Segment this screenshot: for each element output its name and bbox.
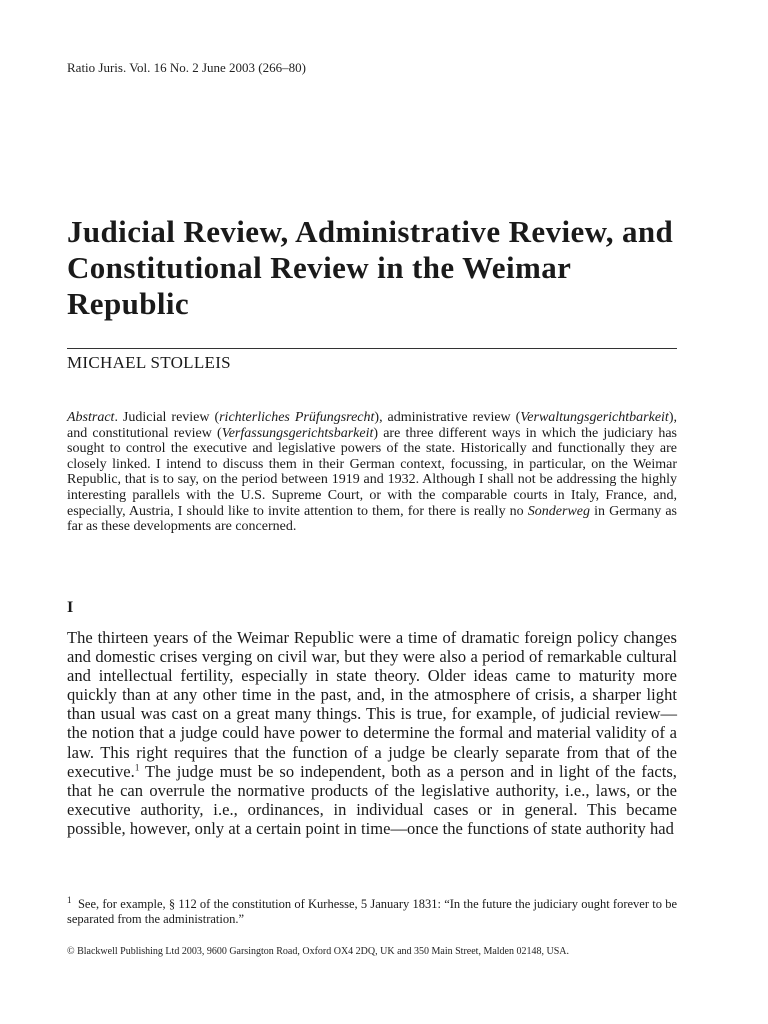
body-paragraph: [67, 628, 677, 838]
paper-page: [67, 0, 677, 1024]
abstract-text: ), administrative review (: [374, 410, 521, 425]
abstract-label: Abstract: [67, 410, 115, 425]
journal-reference: Ratio Juris. Vol. 16 No. 2 June 2003 (266–80): [67, 60, 306, 75]
footnote-reference[interactable]: 1: [134, 762, 140, 773]
author-divider: [67, 348, 677, 349]
abstract-text: in Germany as far as these developments are concerned.: [67, 503, 677, 535]
abstract-term: richterliches Prüfungsrecht: [219, 410, 375, 425]
footnote-text: See, for example, § 112 of the constitution of Kurhesse, 5 January 1831: “In the future the judiciary ought forever to be separated from the administration.”: [67, 897, 677, 926]
abstract: [67, 410, 677, 535]
footnote-number: 1: [67, 894, 72, 905]
section-heading: I: [67, 599, 74, 616]
article-title: Judicial Review, Administrative Review, and Constitutional Review in the Weimar Republic: [67, 214, 674, 321]
body-text: The thirteen years of the Weimar Republic were a time of dramatic foreign policy changes and domestic crises verging on civil war, but they were also a period of remarkable cultural and intellectual fertility, especially in state theory. Older ideas came to maturity more quickly than at any other time in the past, and, in the atmosphere of crisis, a sharper light than usual was cast on a great many things. This is true, for example, of judicial review—the notion that a judge could have power to determine the formal and material validity of a law. This right requires that the function of a judge be clearly separate from that of the executive.: [67, 628, 677, 781]
abstract-term: Verfassungsgerichtsbarkeit: [221, 425, 374, 441]
copyright-notice: © Blackwell Publishing Ltd 2003, 9600 Garsington Road, Oxford OX4 2DQ, UK and 350 Main Street, Malden 02148, USA.: [67, 946, 569, 957]
footnote: [67, 894, 677, 927]
abstract-term: Verwaltungsgerichtbarkeit: [520, 410, 669, 425]
abstract-text: ), and constitutional review (: [67, 410, 677, 441]
author-name: MICHAEL STOLLEIS: [67, 353, 231, 372]
abstract-term: Sonderweg: [527, 503, 591, 519]
abstract-text: . Judicial review (: [114, 410, 220, 425]
body-text: The judge must be so independent, both as a person and in light of the facts, that he can overrule the normative products of the legislative authority, i.e., laws, or the executive authority, i.e., ordinances, in individual cases or in general. This became possible, however, only at a certain point in time—once the functions of state authority had: [67, 761, 677, 838]
abstract-text: ) are three different ways in which the judiciary has sought to control the executive and legislative powers of the state. Historically and functionally they are closely linked. I intend to discuss them in their German context, focussing, in particular, on the Weimar Republic, that is to say, on the period between 1919 and 1932. Although I shall not be addressing the highly interesting parallels with the U.S. Supreme Court, or with the comparable courts in Italy, France, and, especially, Austria, I should like to invite attention to them, for there is really no: [67, 425, 677, 519]
